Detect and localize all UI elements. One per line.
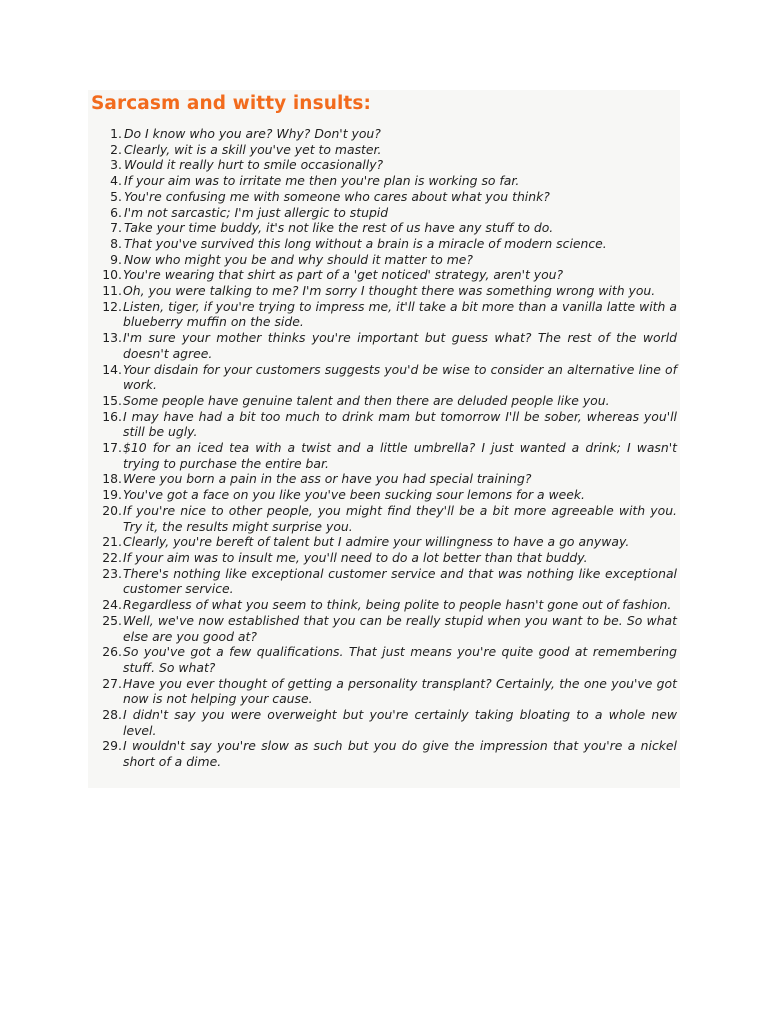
insult-list	[88, 126, 677, 770]
item-text: So you've got a few qualifications. That just means you're quite good at remembering stuff. So what?	[123, 644, 677, 675]
item-number: 13.	[102, 330, 122, 346]
item-number: 8.	[110, 235, 122, 251]
item-text: You're confusing me with someone who cares about what you think?	[124, 188, 550, 204]
item-text: Do I know who you are? Why? Don't you?	[124, 126, 381, 141]
list-item	[88, 236, 677, 252]
item-number: 7.	[110, 220, 122, 236]
item-number: 20.	[102, 502, 122, 518]
list-item	[88, 644, 677, 675]
item-text: Now who might you be and why should it matter to me?	[124, 251, 474, 267]
item-text: I wouldn't say you're slow as such but you do give the impression that you're a nickel short of a dime.	[123, 738, 677, 770]
list-item	[88, 738, 677, 769]
item-number: 29.	[102, 738, 122, 754]
item-text: You've got a face on you like you've been sucking sour lemons for a week.	[123, 487, 585, 503]
item-text: Well, we've now established that you can be really stupid when you want to be. So what else are you good at?	[123, 612, 677, 644]
item-text: You're wearing that shirt as part of a 'get noticed' strategy, aren't you?	[123, 267, 564, 283]
item-number: 24.	[102, 597, 122, 613]
item-text: $10 for an iced tea with a twist and a little umbrella? I just wanted a drink; I wasn't trying to purchase the entire bar.	[123, 440, 677, 471]
item-text: I didn't say you were overweight but you're certainly taking bloating to a whole new level.	[123, 707, 677, 738]
item-number: 2.	[110, 141, 122, 157]
list-item	[88, 487, 677, 503]
item-text: Were you born a pain in the ass or have you had special training?	[123, 471, 532, 487]
item-number: 18.	[102, 471, 122, 487]
item-text: If your aim was to irritate me then you're plan is working so far.	[124, 173, 520, 189]
item-text: If you're nice to other people, you might find they'll be a bit more agreeable with you. Try it, the results might surprise you.	[123, 502, 677, 534]
list-item	[88, 299, 677, 330]
item-number: 28.	[102, 707, 122, 723]
item-text: Regardless of what you seem to think, being polite to people hasn't gone out of fashion.	[123, 597, 672, 613]
list-item	[88, 613, 677, 644]
content-panel	[88, 90, 680, 788]
list-item	[88, 220, 677, 236]
item-number: 12.	[102, 298, 122, 314]
item-number: 14.	[102, 361, 122, 377]
item-number: 19.	[102, 487, 122, 503]
item-number: 23.	[102, 565, 122, 581]
item-number: 9.	[110, 251, 122, 267]
item-text: Oh, you were talking to me? I'm sorry I thought there was something wrong with you.	[123, 283, 656, 299]
item-number: 22.	[102, 549, 122, 565]
item-text: Listen, tiger, if you're trying to impress me, it'll take a bit more than a vanilla latte with a blueberry muffin on the side.	[123, 298, 677, 330]
item-text: Have you ever thought of getting a personality transplant? Certainly, the one you've got now is not helping your cause.	[123, 675, 677, 707]
item-text: Some people have genuine talent and then there are deluded people like you.	[123, 392, 610, 408]
list-item	[88, 267, 677, 283]
item-text: I may have had a bit too much to drink mam but tomorrow I'll be sober, whereas you'll still be ugly.	[123, 408, 677, 440]
item-text: I'm not sarcastic; I'm just allergic to stupid	[124, 204, 389, 220]
list-item	[88, 566, 677, 597]
list-item	[88, 330, 677, 361]
list-item	[88, 409, 677, 440]
item-number: 17.	[102, 440, 122, 456]
list-item	[88, 252, 677, 268]
item-text: Clearly, wit is a skill you've yet to master.	[124, 141, 382, 157]
list-item	[88, 189, 677, 205]
list-item	[88, 173, 677, 189]
list-item	[88, 676, 677, 707]
item-number: 16.	[102, 408, 122, 424]
list-item	[88, 534, 677, 550]
list-item	[88, 393, 677, 409]
item-text: Would it really hurt to smile occasionally?	[124, 157, 384, 173]
list-item	[88, 283, 677, 299]
item-number: 1.	[110, 126, 122, 141]
page-title: Sarcasm and witty insults:	[91, 93, 371, 114]
list-item	[88, 157, 677, 173]
item-text: That you've survived this long without a brain is a miracle of modern science.	[124, 235, 607, 251]
list-item	[88, 471, 677, 487]
list-item	[88, 440, 677, 471]
item-number: 5.	[110, 188, 122, 204]
item-number: 10.	[102, 267, 122, 283]
item-text: If your aim was to insult me, you'll need to do a lot better than that buddy.	[123, 549, 588, 565]
list-item	[88, 205, 677, 221]
list-item	[88, 707, 677, 738]
item-number: 25.	[102, 612, 122, 628]
item-text: Your disdain for your customers suggests you'd be wise to consider an alternative line of work.	[123, 361, 677, 393]
item-number: 21.	[102, 534, 122, 550]
item-number: 3.	[110, 157, 122, 173]
item-text: Take your time buddy, it's not like the rest of us have any stuff to do.	[124, 220, 554, 236]
item-number: 4.	[110, 173, 122, 189]
list-item	[88, 550, 677, 566]
item-number: 11.	[102, 283, 122, 299]
list-item	[88, 126, 677, 142]
item-text: There's nothing like exceptional customer service and that was nothing like exceptional customer service.	[123, 565, 677, 597]
item-text: I'm sure your mother thinks you're important but guess what? The rest of the world doesn't agree.	[123, 330, 677, 361]
list-item	[88, 503, 677, 534]
list-item	[88, 362, 677, 393]
list-item	[88, 597, 677, 613]
item-number: 15.	[102, 392, 122, 408]
item-number: 26.	[102, 644, 122, 660]
list-item	[88, 142, 677, 158]
item-number: 27.	[102, 675, 122, 691]
item-number: 6.	[110, 204, 122, 220]
item-text: Clearly, you're bereft of talent but I admire your willingness to have a go anyway.	[123, 534, 630, 550]
